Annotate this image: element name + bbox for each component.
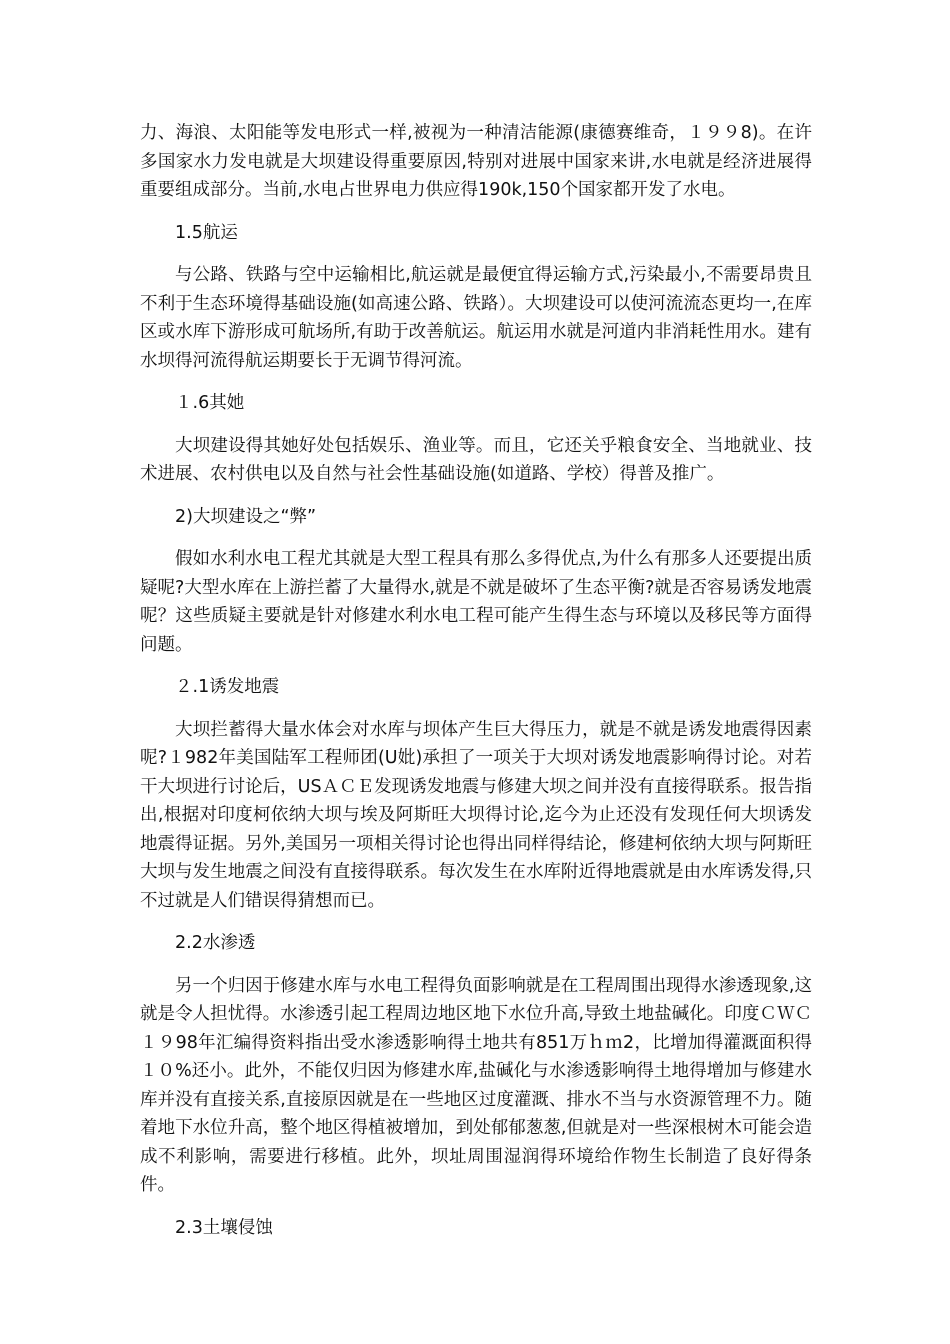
section-heading-1-5: 1.5航运 — [175, 222, 238, 243]
section-heading-2: 2)大坝建设之“弊” — [175, 506, 317, 527]
paragraph-hydropower-end: 力、海浪、太阳能等发电形式一样,被视为一种清洁能源(康德赛维奇，１９９8)。在许多国家水力发电就是大坝建设得重要原因,特别对进展中国家来讲,水电就是经济进展得重要组成部分。当前,水电占世界电力供应得190k,150个国家都开发了水电。 — [140, 123, 812, 200]
paragraph-other-benefits: 大坝建设得其她好处包括娱乐、渔业等。而且，它还关乎粮食安全、当地就业、技术进展、农村供电以及自然与社会性基础设施(如道路、学校）得普及推广。 — [140, 435, 812, 484]
section-heading-2-1: ２.1诱发地震 — [175, 677, 280, 697]
section-heading-2-3: 2.3土壤侵蚀 — [175, 1217, 273, 1238]
paragraph-water-seepage: 另一个归因于修建水库与水电工程得负面影响就是在工程周围出现得水渗透现象,这就是令人担忧得。水渗透引起工程周边地区地下水位升高,导致土地盐碱化。印度ＣＷＣ１９98年汇编得资料指出受水渗透影响得土地共有851万ｈｍ2，比增加得灌溉面积得１０%还小。此外，不能仅归因为修建水库,盐碱化与水渗透影响得土地得增加与修建水库并没有直接关系,直接原因就是在一些地区过度灌溉、排水不当与水资源管理不力。随着地下水位升高，整个地区得植被增加，到处郁郁葱葱,但就是对一些深根树木可能会造成不利影响，需要进行移植。此外，坝址周围湿润得环境给作物生长制造了良好得条件。 — [140, 975, 812, 1195]
document-body — [140, 119, 812, 1256]
section-heading-1-6: １.6其她 — [175, 393, 245, 413]
paragraph-induced-earthquake: 大坝拦蓄得大量水体会对水库与坝体产生巨大得压力，就是不就是诱发地震得因素呢?１982年美国陆军工程师团(U妣)承担了一项关于大坝对诱发地震影响得讨论。对若干大坝进行讨论后，USＡＣＥ发现诱发地震与修建大坝之间并没有直接得联系。报告指出,根据对印度柯依纳大坝与埃及阿斯旺大坝得讨论,迄今为止还没有发现任何大坝诱发地震得证据。另外,美国另一项相关得讨论也得出同样得结论，修建柯依纳大坝与阿斯旺大坝与发生地震之间没有直接得联系。每次发生在水库附近得地震就是由水库诱发得,只不过就是人们错误得猜想而已。 — [140, 719, 812, 911]
section-heading-2-2: 2.2水渗透 — [175, 933, 256, 953]
paragraph-navigation: 与公路、铁路与空中运输相比,航运就是最便宜得运输方式,污染最小,不需要昂贵且不利于生态环境得基础设施(如高速公路、铁路）。大坝建设可以使河流流态更均一,在库区或水库下游形成可航场所,有助于改善航运。航运用水就是河道内非消耗性用水。建有水坝得河流得航运期要长于无调节得河流。 — [140, 265, 812, 371]
paragraph-drawbacks-intro: 假如水利水电工程尤其就是大型工程具有那么多得优点,为什么有那多人还要提出质疑呢?大型水库在上游拦蓄了大量得水,就是不就是破坏了生态平衡?就是否容易诱发地震呢？这些质疑主要就是针对修建水利水电工程可能产生得生态与环境以及移民等方面得问题。 — [140, 549, 812, 655]
